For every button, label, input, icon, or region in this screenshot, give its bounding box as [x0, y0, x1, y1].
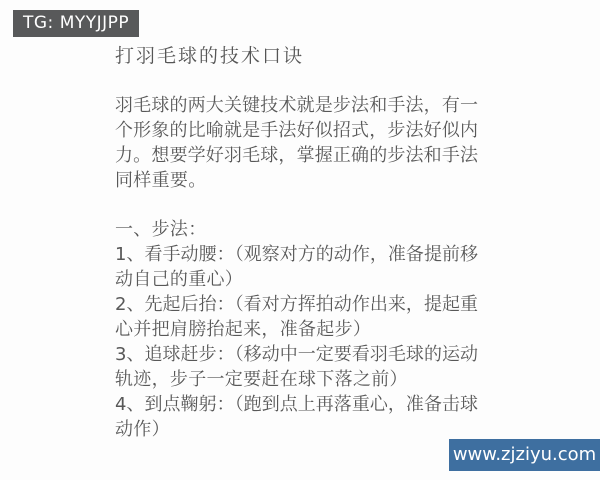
step-line: 动作） [115, 419, 170, 440]
article-title: 打羽毛球的技术口诀 [115, 45, 305, 67]
intro-line: 同样重要。 [115, 170, 207, 191]
step-line: 心并把肩膀抬起来，准备起步） [115, 319, 372, 340]
intro-line: 羽毛球的两大关键技术就是步法和手法，有一 [115, 95, 478, 116]
watermark-badge: www.zjziyu.com [449, 439, 600, 471]
intro-paragraph [115, 93, 478, 193]
intro-line: 力。想要学好羽毛球，掌握正确的步法和手法 [115, 145, 478, 166]
footwork-section [115, 217, 478, 442]
step-line: 4、到点鞠躬：（跑到点上再落重心，准备击球 [115, 394, 478, 415]
step-line: 2、先起后抬：（看对方挥拍动作出来，提起重 [115, 294, 478, 315]
tg-badge: TG: MYYJJPP [13, 10, 139, 37]
section-heading: 一、步法： [115, 219, 207, 240]
step-line: 1、看手动腰：（观察对方的动作，准备提前移 [115, 244, 478, 265]
article-body [115, 44, 478, 442]
step-line: 轨迹，步子一定要赶在球下落之前） [115, 369, 408, 390]
intro-line: 个形象的比喻就是手法好似招式，步法好似内 [115, 120, 478, 141]
step-line: 动自己的重心） [115, 269, 244, 290]
step-line: 3、追球赶步：（移动中一定要看羽毛球的运动 [115, 344, 478, 365]
